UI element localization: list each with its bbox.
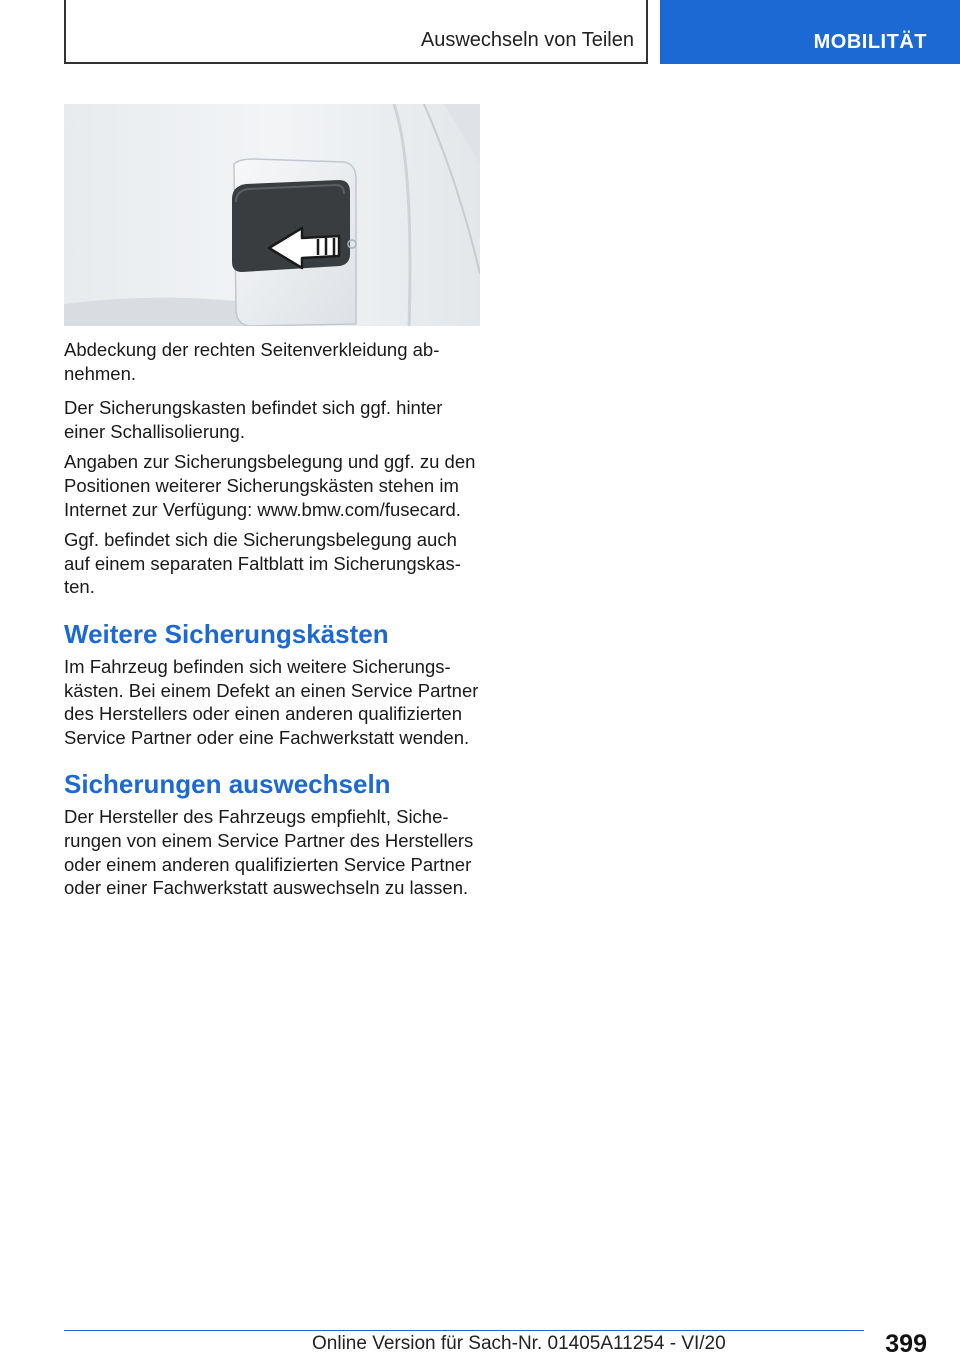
trunk-side-panel-illustration: [64, 104, 480, 326]
info-paragraph: Angaben zur Sicherungsbelegung und ggf. zu den Positionen weiterer Sicherungskästen stehen im Internet zur Verfügung: www.bmw.com/fusecard.: [64, 451, 476, 520]
section-paragraph: Der Hersteller des Fahrzeugs empfiehlt, Sicherungen von einem Service Partner des Herstellers oder einem anderen qualifizierten Service Partner oder einer Fachwerkstatt auswechseln zu lassen.: [64, 806, 474, 899]
instruction-paragraph: Abdeckung der rechten Seitenverkleidung abnehmen.: [64, 339, 440, 384]
header-chapter-box: [64, 0, 648, 64]
footer-online-version: Online Version für Sach-Nr. 01405A11254 - VI/20: [312, 1333, 726, 1354]
footer-divider: [64, 1330, 864, 1331]
section-heading-weitere-sicherungskaesten: Weitere Sicherungskästen: [64, 618, 389, 649]
info-paragraph: Der Sicherungskasten befindet sich ggf. hinter einer Schallisolierung.: [64, 397, 443, 442]
page-number: 399: [885, 1330, 927, 1358]
section-heading-sicherungen-auswechseln: Sicherungen auswechseln: [64, 769, 391, 800]
info-paragraph: Ggf. befindet sich die Sicherungsbelegung auch auf einem separaten Faltblatt im Sicherungskasten.: [64, 529, 461, 598]
chapter-title: Auswechseln von Teilen: [420, 29, 634, 51]
section-title: MOBILITÄT: [813, 31, 927, 53]
header-section-box: [660, 0, 960, 64]
section-paragraph: Im Fahrzeug befinden sich weitere Sicherungskästen. Bei einem Defekt an einen Service Partner des Herstellers oder einen anderen qualifizierten Service Partner oder eine Fachwerkstatt wenden.: [64, 655, 479, 748]
body-content: [64, 338, 480, 911]
